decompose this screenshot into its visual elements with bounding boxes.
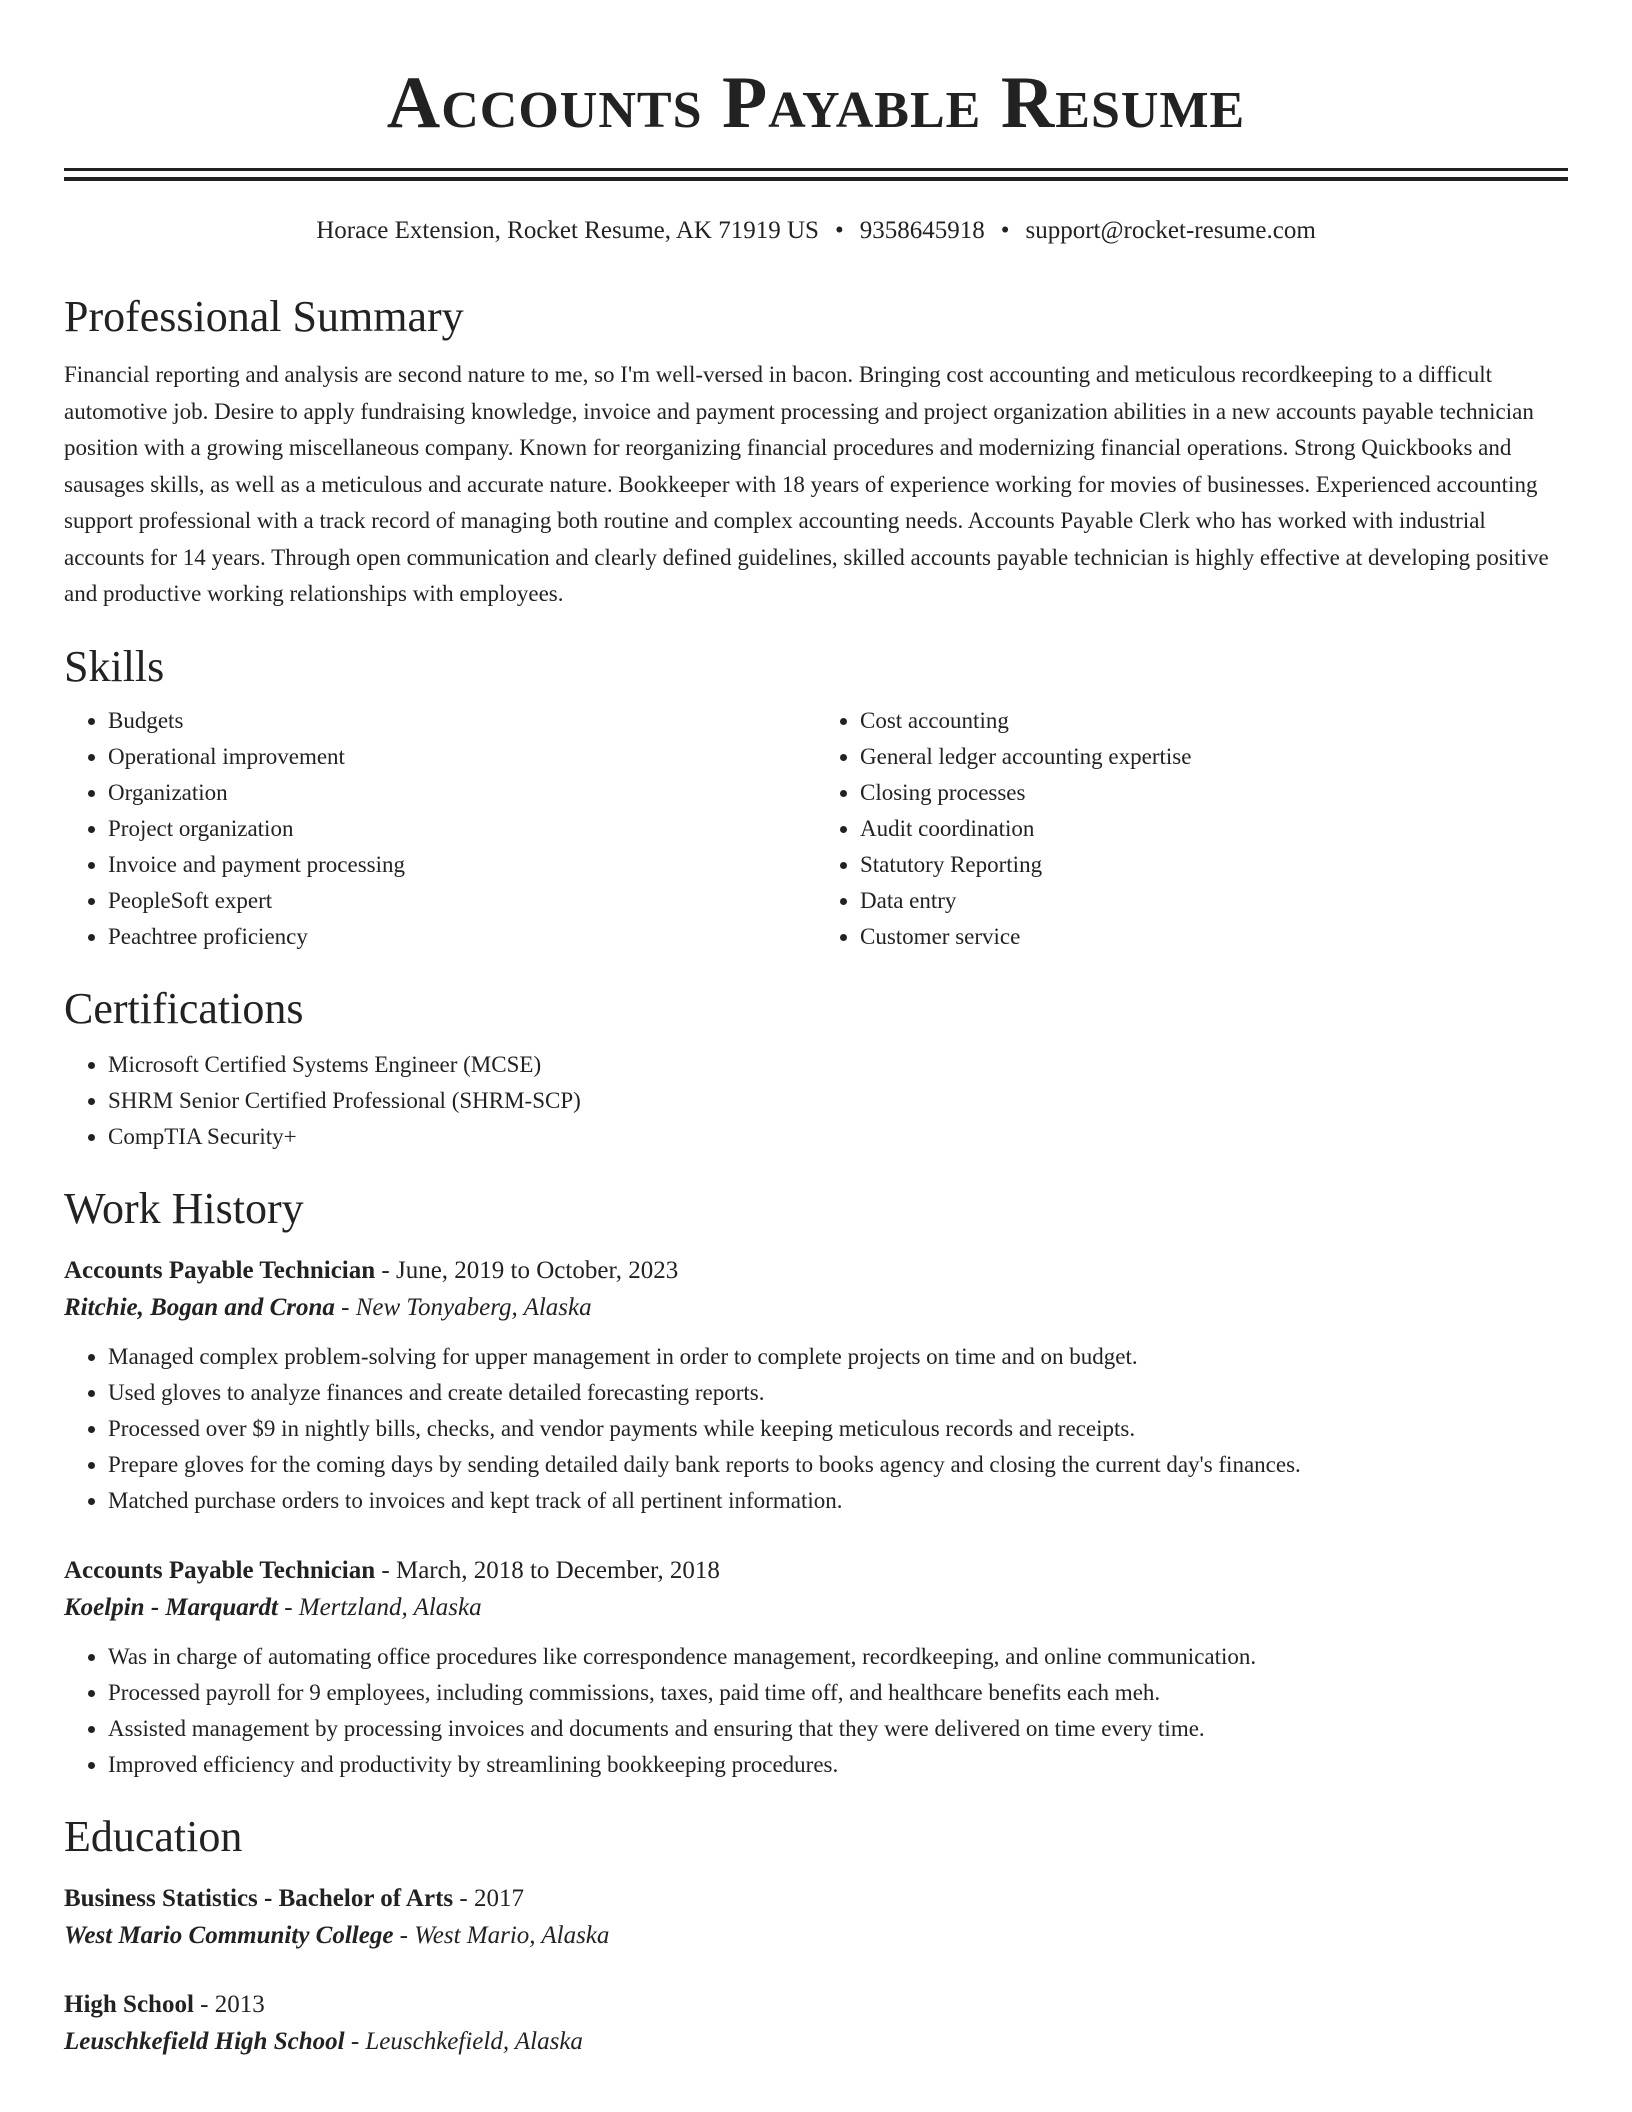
skill-item: • Organization	[108, 775, 816, 811]
job-duty: • Matched purchase orders to invoices and kept track of all pertinent information.	[108, 1483, 1568, 1519]
skill-item: • Peachtree proficiency	[108, 919, 816, 955]
job-duty: • Improved efficiency and productivity by streamlining bookkeeping procedures.	[108, 1747, 1568, 1783]
job-title-line	[64, 1253, 1568, 1289]
skill-item: • Operational improvement	[108, 739, 816, 775]
education-year: 2013	[214, 1990, 265, 2018]
job-location: New Tonyaberg, Alaska	[355, 1293, 592, 1321]
education-school: Leuschkefield High School	[64, 2027, 345, 2055]
job-duty: • Prepare gloves for the coming days by sending detailed daily bank reports to books agency and closing the current day's finances.	[108, 1447, 1568, 1483]
education-heading: Education	[64, 1811, 243, 1861]
job-duty: • Assisted management by processing invoices and documents and ensuring that they were delivered on time every time.	[108, 1711, 1568, 1747]
job-company-line	[64, 1289, 1568, 1327]
education-location: Leuschkefield, Alaska	[365, 2027, 583, 2055]
skills-list-right	[816, 703, 1568, 955]
education-separator: -	[393, 1921, 415, 1949]
resume-title: Accounts Payable Resume	[386, 62, 1246, 144]
skills-list-left	[64, 703, 816, 955]
contact-phone: 9358645918	[859, 217, 985, 244]
job-title: Accounts Payable Technician	[64, 1556, 376, 1584]
job-separator: -	[375, 1256, 396, 1284]
job-entry	[64, 1553, 1568, 1783]
job-location: Mertzland, Alaska	[298, 1593, 482, 1621]
job-duty: • Was in charge of automating office procedures like correspondence management, recordkeeping, and online communication.	[108, 1639, 1568, 1675]
skills-heading: Skills	[64, 641, 165, 691]
education-degree-line	[64, 1987, 1568, 2023]
contact-line	[64, 215, 1568, 247]
job-separator: -	[375, 1556, 396, 1584]
job-duty: • Managed complex problem-solving for upper management in order to complete projects on time and on budget.	[108, 1339, 1568, 1375]
job-duties-list	[64, 1639, 1568, 1783]
skill-item: • Project organization	[108, 811, 816, 847]
skills-columns	[64, 703, 1568, 955]
certification-item: • Microsoft Certified Systems Engineer (MCSE)	[108, 1047, 1568, 1083]
skill-item: • Audit coordination	[860, 811, 1568, 847]
summary-heading: Professional Summary	[64, 292, 464, 341]
job-duty: • Processed payroll for 9 employees, including commissions, taxes, paid time off, and healthcare benefits each meh.	[108, 1675, 1568, 1711]
job-separator: -	[334, 1293, 356, 1321]
certifications-heading: Certifications	[64, 983, 304, 1033]
education-degree-line	[64, 1881, 1568, 1917]
certifications-list	[64, 1047, 1568, 1155]
education-separator: -	[453, 1884, 474, 1912]
education-school-line	[64, 1917, 1568, 1955]
contact-address: Horace Extension, Rocket Resume, AK 71919 US	[316, 217, 819, 244]
skill-item: • Closing processes	[860, 775, 1568, 811]
education-degree: High School	[64, 1990, 194, 2018]
job-dates: March, 2018 to December, 2018	[395, 1556, 720, 1584]
contact-separator: •	[834, 217, 844, 244]
job-entry	[64, 1253, 1568, 1519]
education-year: 2017	[473, 1884, 524, 1912]
skill-item: • Cost accounting	[860, 703, 1568, 739]
contact-separator: •	[1000, 217, 1010, 244]
job-title-line	[64, 1553, 1568, 1589]
job-duty: • Processed over $9 in nightly bills, checks, and vendor payments while keeping meticulous records and receipts.	[108, 1411, 1568, 1447]
job-separator: -	[277, 1593, 299, 1621]
certification-item: • SHRM Senior Certified Professional (SHRM-SCP)	[108, 1083, 1568, 1119]
work-history-heading: Work History	[64, 1183, 304, 1233]
title-divider-top	[64, 168, 1568, 171]
contact-email: support@rocket-resume.com	[1025, 217, 1316, 244]
skill-item: • General ledger accounting expertise	[860, 739, 1568, 775]
education-separator: -	[344, 2027, 366, 2055]
education-entry	[64, 1987, 1568, 2061]
skill-item: • PeopleSoft expert	[108, 883, 816, 919]
skill-item: • Data entry	[860, 883, 1568, 919]
job-duties-list	[64, 1339, 1568, 1519]
education-degree: Business Statistics - Bachelor of Arts	[64, 1884, 454, 1912]
education-school: West Mario Community College	[64, 1921, 394, 1949]
skill-item: • Invoice and payment processing	[108, 847, 816, 883]
job-dates: June, 2019 to October, 2023	[395, 1256, 679, 1284]
skill-item: • Customer service	[860, 919, 1568, 955]
skill-item: • Budgets	[108, 703, 816, 739]
title-divider-bottom	[64, 177, 1568, 181]
job-company-line	[64, 1589, 1568, 1627]
education-location: West Mario, Alaska	[414, 1921, 610, 1949]
certification-item: • CompTIA Security+	[108, 1119, 1568, 1155]
job-company: Ritchie, Bogan and Crona	[64, 1293, 335, 1321]
job-title: Accounts Payable Technician	[64, 1256, 376, 1284]
education-school-line	[64, 2023, 1568, 2061]
skill-item: • Statutory Reporting	[860, 847, 1568, 883]
education-separator: -	[193, 1990, 215, 2018]
education-entry	[64, 1881, 1568, 1955]
summary-text: Financial reporting and analysis are second nature to me, so I'm well-versed in bacon. Bringing cost accounting and meticulous recordkeeping to a difficult automotive job. Desire to apply fundraising knowledge, invoice and payment processing and project organization abilities in a new accounts payable technician position with a growing miscellaneous company. Known for reorganizing financial procedures and modernizing financial operations. Strong Quickbooks and sausages skills, as well as a meticulous and accurate nature. Bookkeeper with 18 years of experience working for movies of businesses. Experienced accounting support professional with a track record of managing both routine and complex accounting needs. Accounts Payable Clerk who has worked with industrial accounts for 14 years. Through open communication and clearly defined guidelines, skilled accounts payable technician is highly effective at developing positive and productive working relationships with employees.	[64, 362, 1549, 606]
job-company: Koelpin - Marquardt	[64, 1593, 278, 1621]
job-duty: • Used gloves to analyze finances and create detailed forecasting reports.	[108, 1375, 1568, 1411]
